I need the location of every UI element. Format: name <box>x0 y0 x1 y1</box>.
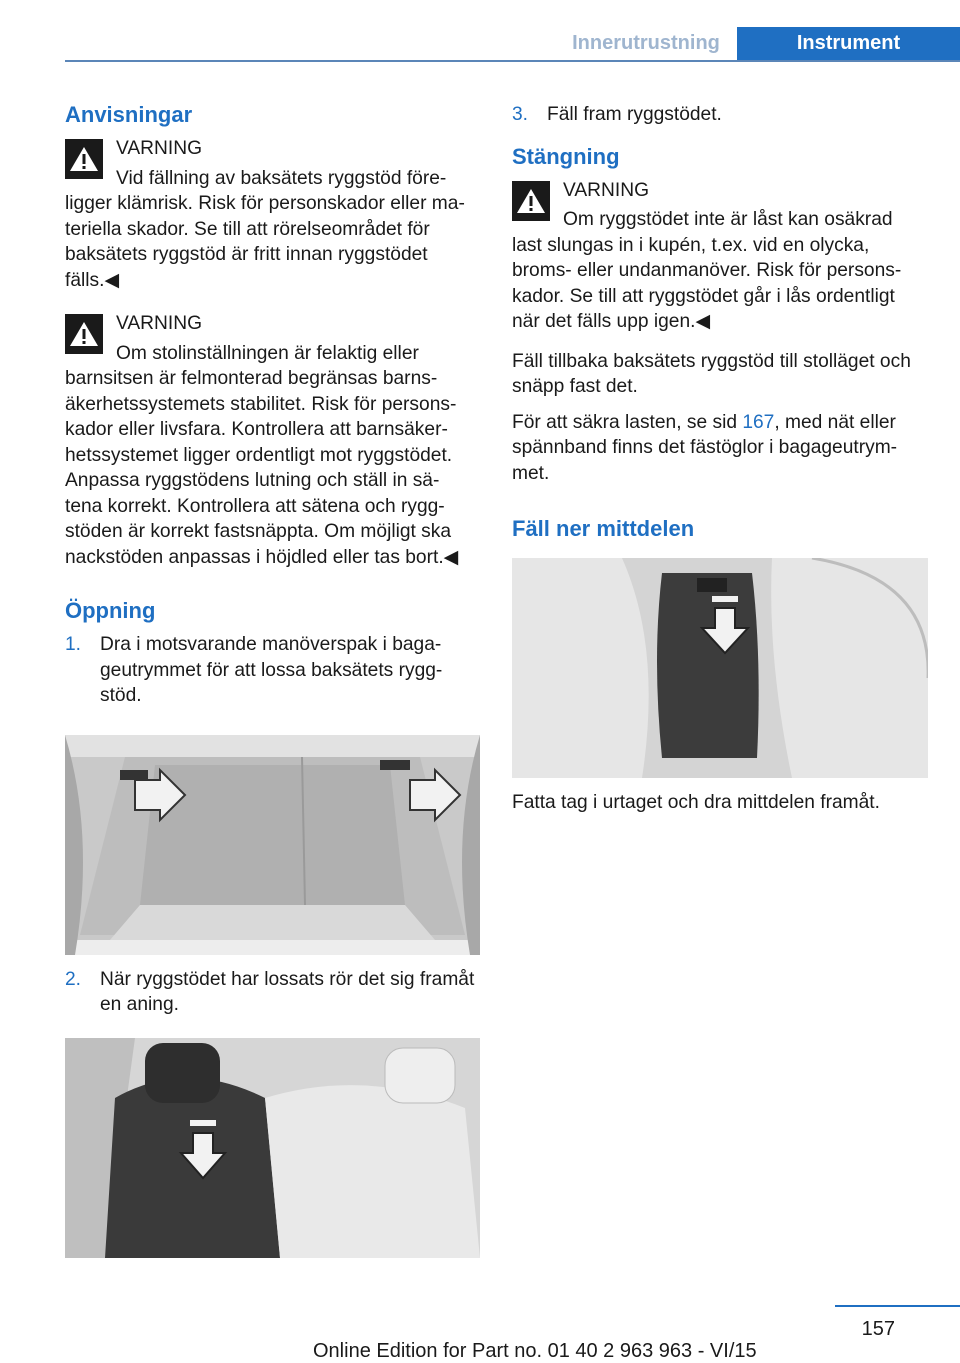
warning-triangle-icon <box>512 181 550 221</box>
step-number: 2. <box>65 968 82 990</box>
warning-text: ligger klämrisk. Risk för personskador eller ma‐ teriella skador. Se till att rörelseområdet för baksätets ryggstöd är fritt innan ryggstödet fälls.◀ <box>65 193 465 291</box>
seatback-fold-photo <box>65 1038 480 1258</box>
list-item <box>65 967 480 1018</box>
warning-title: VARNING <box>116 138 202 159</box>
header-tab-instrument[interactable]: Instrument <box>737 27 960 62</box>
warning-block-2 <box>65 311 480 570</box>
right-column <box>512 100 927 816</box>
page-number: 157 <box>861 1318 895 1340</box>
warning-text: last slungas in i kupén, t.ex. vid en olycka, broms- eller undanmanöver. Risk för persons‐ kador. Se till att ryggstödet går i lås ordentligt när det fälls upp igen.◀ <box>512 234 902 332</box>
paragraph: Fäll tillbaka baksätets ryggstöd till stolläget och snäpp fast det. <box>512 350 911 397</box>
list-item <box>65 632 480 709</box>
warning-block-3 <box>512 178 927 335</box>
warning-text: barnsitsen är felmonterad begränsas barns‐ äkerhetssystemets stabilitet. Risk för persons‐ kador eller livsfara. Kontrollera att barnsäker‐ hetssystemet ligger ordentligt mot ryggstödet. Anpassa ryggstödens lutning och ställ in sä‐ tena korrekt. Kontrollera att sätena och rygg‐ stöden är korrekt fastsnäppta. Om möjligt ska nackstöden anpassas i höjdled eller tas bort.◀ <box>65 368 459 568</box>
step-number: 1. <box>65 634 82 655</box>
heading-anvisningar: Anvisningar <box>65 102 193 127</box>
step-text: Fäll fram ryggstödet. <box>547 104 722 125</box>
paragraph-load-securing: För att säkra lasten, se sid 167, med nät eller spännband finns det fästöglor i bagageutrym‐ met. <box>512 411 898 484</box>
header-tab-innerutrustning[interactable]: Innerutrustning <box>572 32 720 54</box>
warning-text-first-line: Om stolinställningen är felaktig eller <box>116 342 419 364</box>
heading-stangning: Stängning <box>512 143 620 169</box>
warning-triangle-icon <box>65 139 103 179</box>
heading-oppning: Öppning <box>65 598 156 623</box>
step-text: Dra i motsvarande manöverspak i baga‐ geutrymmet för att lossa baksätets rygg‐ stöd. <box>100 634 443 706</box>
edition-footer: Online Edition for Part no. 01 40 2 963 963 - VI/15 <box>313 1340 757 1362</box>
warning-title: VARNING <box>563 179 649 201</box>
trunk-release-lever-photo <box>65 735 480 955</box>
step-number: 3. <box>512 104 529 125</box>
step-text: När ryggstödet har lossats rör det sig framåt en aning. <box>100 968 475 1015</box>
center-armrest-photo <box>512 558 928 778</box>
caption: Fatta tag i urtaget och dra mittdelen framåt. <box>512 792 880 813</box>
heading-fall-ner-mittdelen: Fäll ner mittdelen <box>512 516 695 541</box>
warning-text-first-line: Om ryggstödet inte är låst kan osäkrad <box>563 209 893 230</box>
left-column <box>65 100 480 1270</box>
warning-text-first-line: Vid fällning av baksätets ryggstöd före‐ <box>116 167 447 189</box>
footer-rule <box>835 1305 960 1307</box>
list-item <box>512 102 927 128</box>
header-rule <box>65 60 960 62</box>
page-link-167[interactable]: 167 <box>742 411 775 433</box>
warning-triangle-icon <box>65 314 103 354</box>
warning-block-1 <box>65 136 480 293</box>
warning-title: VARNING <box>116 313 202 334</box>
